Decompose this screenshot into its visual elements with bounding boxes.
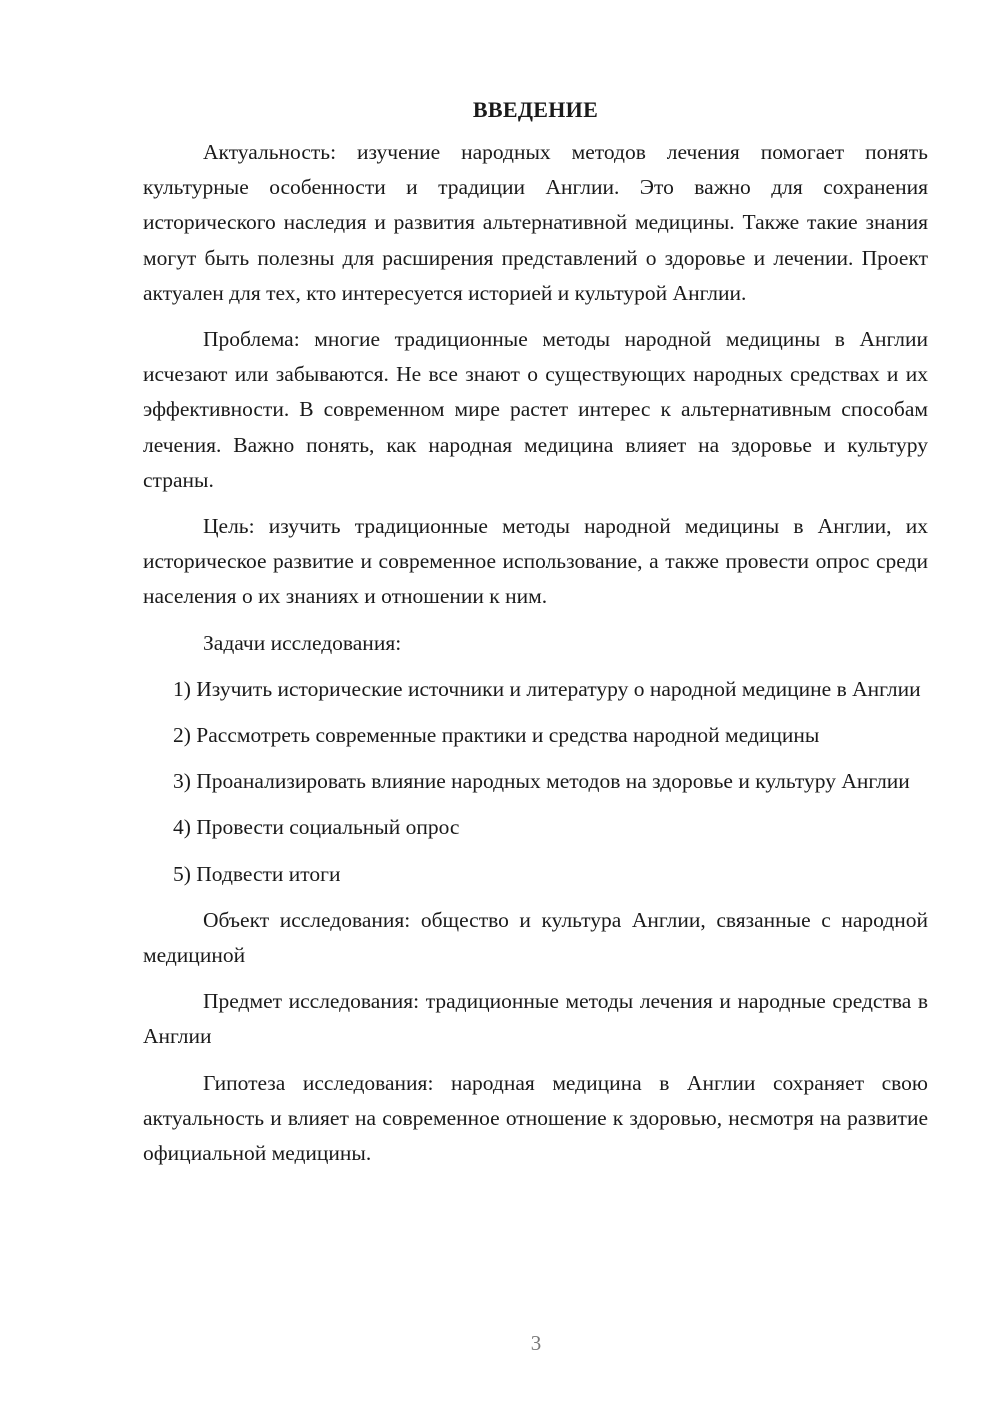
document-page	[143, 92, 928, 1182]
object-paragraph: Объект исследования: общество и культура Англии, связанные с народной медициной	[143, 907, 928, 968]
task-item-5: 5) Подвести итоги	[173, 861, 341, 886]
task-item-3: 3) Проанализировать влияние народных методов на здоровье и культуру Англии	[173, 769, 910, 794]
task-item-4: 4) Провести социальный опрос	[173, 815, 460, 840]
goal-paragraph: Цель: изучить традиционные методы народной медицины в Англии, их историческое развитие и современное использование, а также провести опрос среди населения о их знаниях и отношении к ним.	[143, 514, 928, 609]
section-title: ВВЕДЕНИЕ	[472, 97, 599, 122]
task-item-2: 2) Рассмотреть современные практики и средства народной медицины	[173, 723, 820, 748]
tasks-heading: Задачи исследования:	[203, 630, 402, 655]
hypothesis-paragraph: Гипотеза исследования: народная медицина в Англии сохраняет свою актуальность и влияет на современное отношение к здоровью, несмотря на развитие официальной медицины.	[143, 1070, 928, 1166]
relevance-paragraph: Актуальность: изучение народных методов лечения помогает понять культурные особенности и традиции Англии. Это важно для сохранения исторического наследия и развития альтернативной медицины. Также такие знания могут быть полезны для расширения представлений о здоровье и лечении. Проект актуален для тех, кто интересуется историей и культурой Англии.	[143, 140, 928, 305]
subject-paragraph: Предмет исследования: традиционные методы лечения и народные средства в Англии	[143, 989, 928, 1049]
problem-paragraph: Проблема: многие традиционные методы народной медицины в Англии исчезают или забываются. Не все знают о существующих народных средствах и их эффективности. В современном мире растет интерес к альтернативным способам лечения. Важно понять, как народная медицина влияет на здоровье и культуру страны.	[143, 327, 928, 492]
task-item-1: 1) Изучить исторические источники и литературу о народной медицине в Англии	[173, 676, 921, 701]
page-number: 3	[530, 1331, 542, 1355]
